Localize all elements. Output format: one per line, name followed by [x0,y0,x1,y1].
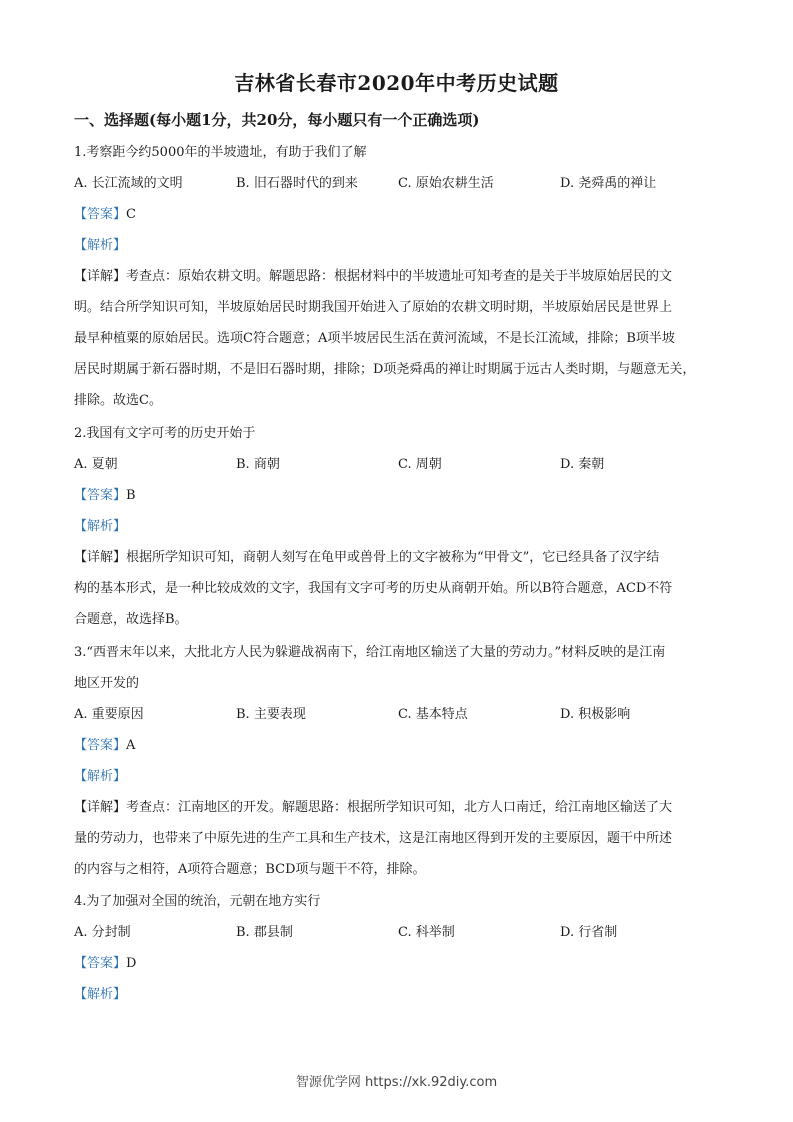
q3-option-d: D. 积极影响 [560,707,631,722]
q1-options [74,172,720,192]
q4-option-d: D. 行省制 [560,925,618,940]
q2-answer-value: B [126,488,136,503]
q1-detail-line: 排除。故选C。 [74,393,162,408]
q1-detail-line: 最早种植粟的原始居民。选项C符合题意；A项半坡居民生活在黄河流域，不是长江流域，排除；B项半坡 [74,331,675,346]
q1-detail-line: 明。结合所学知识可知，半坡原始居民时期我国开始进入了原始的农耕文明时期，半坡原始居民是世界上 [74,300,673,315]
q3-analysis-label: 【解析】 [74,769,127,784]
q1-option-a: A. 长江流域的文明 [74,176,183,191]
answer-label: 【答案】 [74,956,127,971]
q1-option-c: C. 原始农耕生活 [398,176,494,191]
q2-option-c: C. 周朝 [398,457,442,472]
q2-analysis-label: 【解析】 [74,519,127,534]
q3-stem-line: 3.“西晋末年以来，大批北方人民为躲避战祸南下，给江南地区输送了大量的劳动力。”材料反映的是江南 [74,645,666,660]
q2-detail-line: 合题意，故选择B。 [74,612,188,627]
q3-option-a: A. 重要原因 [74,707,144,722]
q1-answer-value: C [126,207,136,222]
q3-options [74,703,720,723]
q2-option-d: D. 秦朝 [560,457,605,472]
q4-options [74,921,720,941]
q1-detail-line: 【详解】考查点：原始农耕文明。解题思路：根据材料中的半坡遗址可知考查的是关于半坡原始居民的文 [74,269,673,284]
q2-stem: 2.我国有文字可考的历史开始于 [74,426,256,441]
q4-option-a: A. 分封制 [74,925,131,940]
q2-answer [74,484,136,503]
section-heading: 一、选择题(每小题1分，共20分，每小题只有一个正确选项) [74,111,480,129]
q3-stem-line: 地区开发的 [74,676,140,691]
q4-option-b: B. 郡县制 [236,925,293,940]
q1-detail-line: 居民时期属于新石器时期，不是旧石器时期，排除；D项尧舜禹的禅让时期属于远古人类时期，与题意无关， [74,362,696,377]
q1-option-d: D. 尧舜禹的禅让 [560,176,657,191]
q2-option-a: A. 夏朝 [74,457,118,472]
q2-options [74,453,720,473]
q2-option-b: B. 商朝 [236,457,280,472]
q3-detail-line: 量的劳动力，也带来了中原先进的生产工具和生产技术，这是江南地区得到开发的主要原因，题干中所述 [74,831,673,846]
q4-stem: 4.为了加强对全国的统治，元朝在地方实行 [74,894,321,909]
q3-detail-line: 【详解】考查点：江南地区的开发。解题思路：根据所学知识可知，北方人口南迁，给江南地区输送了大 [74,800,673,815]
q3-answer [74,734,135,753]
q4-option-c: C. 科举制 [398,925,455,940]
q4-answer [74,952,136,971]
q4-answer-value: D [126,956,137,971]
answer-label: 【答案】 [74,207,127,222]
q2-detail-line: 【详解】根据所学知识可知，商朝人刻写在龟甲或兽骨上的文字被称为“甲骨文”，它已经具备了汉字结 [74,550,660,565]
q1-stem: 1.考察距今约5000年的半坡遗址，有助于我们了解 [74,145,367,160]
page-title: 吉林省长春市2020年中考历史试题 [234,71,559,95]
q1-analysis-label: 【解析】 [74,238,127,253]
answer-label: 【答案】 [74,488,127,503]
q1-answer [74,203,136,222]
q3-option-c: C. 基本特点 [398,707,468,722]
q3-option-b: B. 主要表现 [236,707,306,722]
q3-detail-line: 的内容与之相符，A项符合题意；BCD项与题干不符，排除。 [74,862,426,877]
q3-answer-value: A [126,738,136,753]
answer-label: 【答案】 [74,738,127,753]
q4-analysis-label: 【解析】 [74,987,127,1002]
q2-detail-line: 构的基本形式，是一种比较成效的文字，我国有文字可考的历史从商朝开始。所以B符合题意，ACD不符 [74,581,673,596]
q1-option-b: B. 旧石器时代的到来 [236,176,358,191]
footer-watermark: 智源优学网 https://xk.92diy.com [295,1075,498,1090]
